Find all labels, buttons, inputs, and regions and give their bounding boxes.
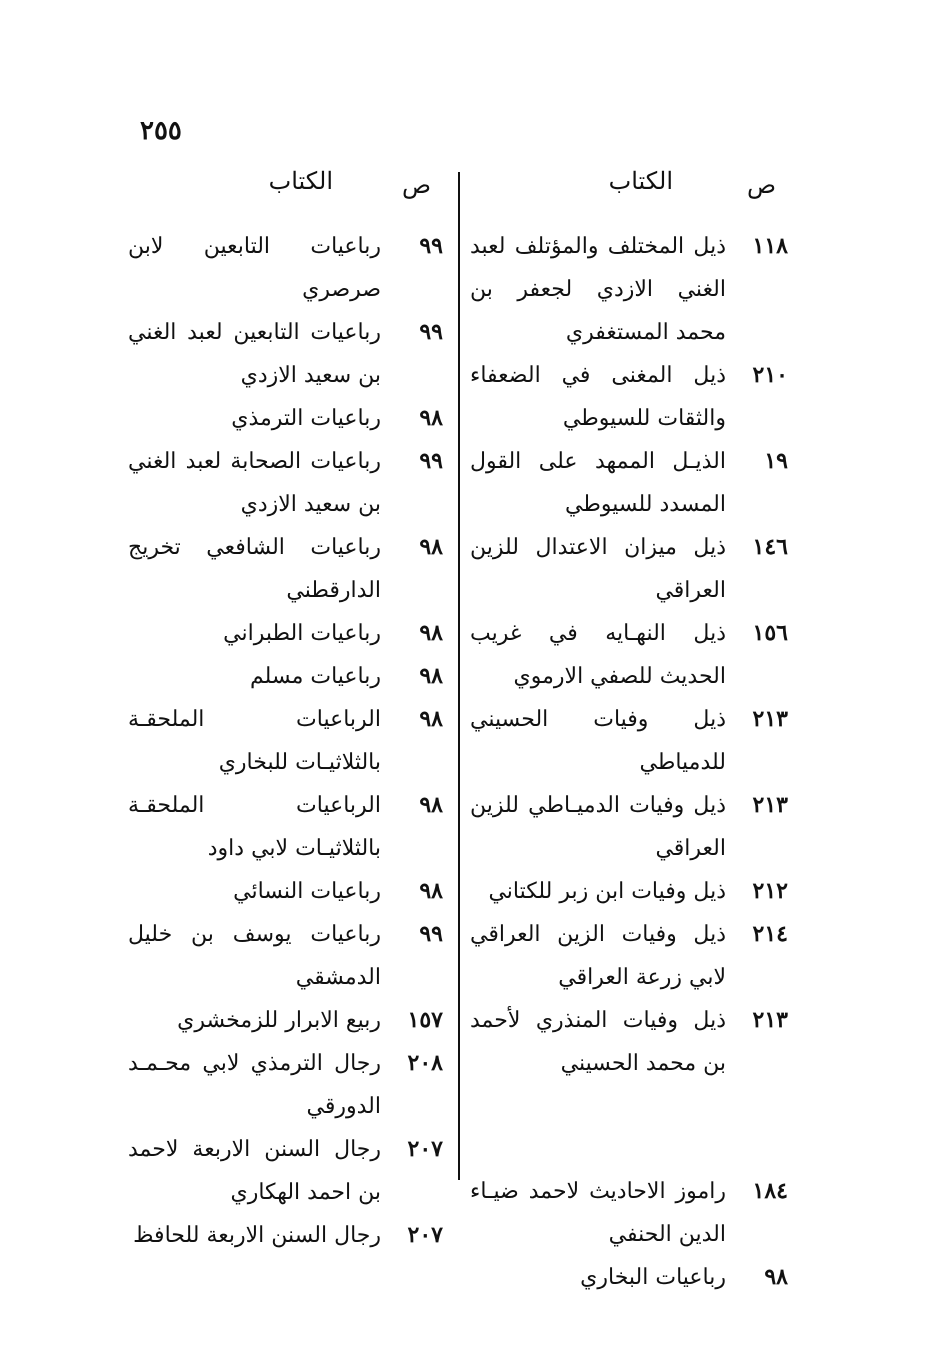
entry-page-number: ٢١٢	[752, 878, 788, 904]
index-entry	[128, 698, 443, 784]
entry-page-number: ٩٨	[419, 706, 443, 732]
header-page-label: ص	[401, 171, 431, 199]
index-entry	[128, 870, 443, 913]
entry-title: الذيـل الممهد على القول المسدد للسيوطي	[470, 449, 726, 517]
index-column-left	[128, 165, 443, 1257]
entry-title: ذيل المغنى في الضعفاء والثقات للسيوطي	[470, 363, 726, 431]
entry-title: ذيل وفيات ابن زبر للكتاني	[488, 879, 726, 904]
entry-title: رباعيات البخاري	[580, 1265, 726, 1290]
entry-page-number: ٢٠٧	[407, 1222, 443, 1248]
index-entry	[470, 612, 788, 698]
entry-page-number: ٢١٣	[752, 792, 788, 818]
index-entry	[128, 440, 443, 526]
index-entry	[470, 1170, 788, 1256]
entry-page-number: ٩٨	[764, 1264, 788, 1290]
entry-title: الرباعيات الملحقـة بالثلاثيـات لابي داود	[128, 793, 381, 861]
entry-title: ذيل وفيات المنذري لأحمد بن محمد الحسيني	[470, 1008, 726, 1076]
index-entry	[470, 698, 788, 784]
header-book-label: الكتاب	[268, 167, 333, 195]
entry-page-number: ٩٨	[419, 663, 443, 689]
entry-page-number: ٩٨	[419, 620, 443, 646]
entry-page-number: ٩٩	[419, 921, 443, 947]
entry-page-number: ٢١٠	[752, 362, 788, 388]
entry-page-number: ١٥٦	[752, 620, 788, 646]
index-entry	[470, 784, 788, 870]
entry-page-number: ٩٨	[419, 792, 443, 818]
entry-title: رباعيات الصحابة لعبد الغني بن سعيد الازدي	[128, 449, 381, 517]
entry-page-number: ٢١٣	[752, 1007, 788, 1033]
entry-page-number: ٢١٣	[752, 706, 788, 732]
column-divider	[458, 172, 460, 1180]
index-entry	[128, 999, 443, 1042]
header-page-label: ص	[746, 171, 776, 199]
index-entry	[470, 999, 788, 1085]
entry-title: رباعيات الشافعي تخريج الدارقطني	[128, 535, 381, 603]
entry-title: ذيل وفيات الحسيني للدمياطي	[470, 707, 726, 775]
entry-page-number: ٩٩	[419, 448, 443, 474]
entry-page-number: ١٤٦	[752, 534, 788, 560]
index-entry	[128, 397, 443, 440]
index-entry	[470, 354, 788, 440]
entry-page-number: ١٨٤	[752, 1178, 788, 1204]
column-header-right	[470, 165, 788, 225]
index-entry	[128, 1214, 443, 1257]
entry-page-number: ٩٨	[419, 878, 443, 904]
index-entry	[128, 612, 443, 655]
entry-page-number: ٢١٤	[752, 921, 788, 947]
index-entry	[128, 1128, 443, 1214]
index-entry	[128, 913, 443, 999]
entry-title: ذيل وفيات الدميـاطي للزين العراقي	[470, 793, 726, 861]
entry-page-number: ٩٩	[419, 319, 443, 345]
entry-page-number: ٩٨	[419, 534, 443, 560]
entry-title: ذيل المختلف والمؤتلف لعبد الغني الازدي لجعفر بن محمد المستغفري	[470, 234, 726, 345]
index-entry	[470, 526, 788, 612]
column-header-left	[128, 165, 443, 225]
entry-title: رباعيات التابعين لعبد الغني بن سعيد الازدي	[128, 320, 381, 388]
entries-left	[128, 225, 443, 1257]
index-entry	[128, 784, 443, 870]
entries-right	[470, 225, 788, 1299]
header-book-label: الكتاب	[608, 167, 673, 195]
index-entry	[128, 225, 443, 311]
entry-page-number: ١٩	[764, 448, 788, 474]
entry-page-number: ٢٠٨	[407, 1050, 443, 1076]
index-entry	[470, 225, 788, 354]
entry-title: رباعيات يوسف بن خليل الدمشقي	[128, 922, 381, 990]
index-entry	[470, 440, 788, 526]
entry-title: رباعيات الترمذي	[231, 406, 381, 431]
entry-page-number: ١١٨	[752, 233, 788, 259]
entry-title: الرباعيات الملحقـة بالثلاثيـات للبخاري	[128, 707, 381, 775]
entry-title: رجال السنن الاربعة للحافظ	[133, 1223, 381, 1248]
entry-page-number: ٩٨	[419, 405, 443, 431]
entry-title: رباعيات التابعين لابن صرصري	[128, 234, 381, 302]
entry-title: راموز الاحاديث لاحمد ضيـاء الدين الحنفي	[470, 1179, 726, 1247]
index-entry	[470, 870, 788, 913]
index-entry	[128, 655, 443, 698]
entry-title: ذيل النهـايه في غريب الحديث للصفي الارموي	[470, 621, 726, 689]
entry-title: ذيل وفيات الزين العراقي لابي زرعة العراقي	[470, 922, 726, 990]
entry-title: رباعيات النسائي	[233, 879, 381, 904]
index-column-right	[470, 165, 788, 1299]
entry-title: رجال الترمذي لابي محـمـد الدورقي	[128, 1051, 381, 1119]
index-entry	[128, 311, 443, 397]
entry-page-number: ١٥٧	[407, 1007, 443, 1033]
entry-page-number: ٢٠٧	[407, 1136, 443, 1162]
entry-page-number: ٩٩	[419, 233, 443, 259]
index-entry	[128, 526, 443, 612]
entry-title: ذيل ميزان الاعتدال للزين العراقي	[470, 535, 726, 603]
index-entry	[128, 1042, 443, 1128]
section-gap	[470, 1085, 788, 1170]
entry-title: ربيع الابرار للزمخشري	[177, 1008, 381, 1033]
entry-title: رجال السنن الاربعة لاحمد بن احمد الهكاري	[128, 1137, 381, 1205]
entry-title: رباعيات مسلم	[250, 664, 381, 689]
entry-title: رباعيات الطبراني	[223, 621, 381, 646]
page-number: ٢٥٥	[140, 116, 182, 146]
index-entry	[470, 913, 788, 999]
index-entry	[470, 1256, 788, 1299]
